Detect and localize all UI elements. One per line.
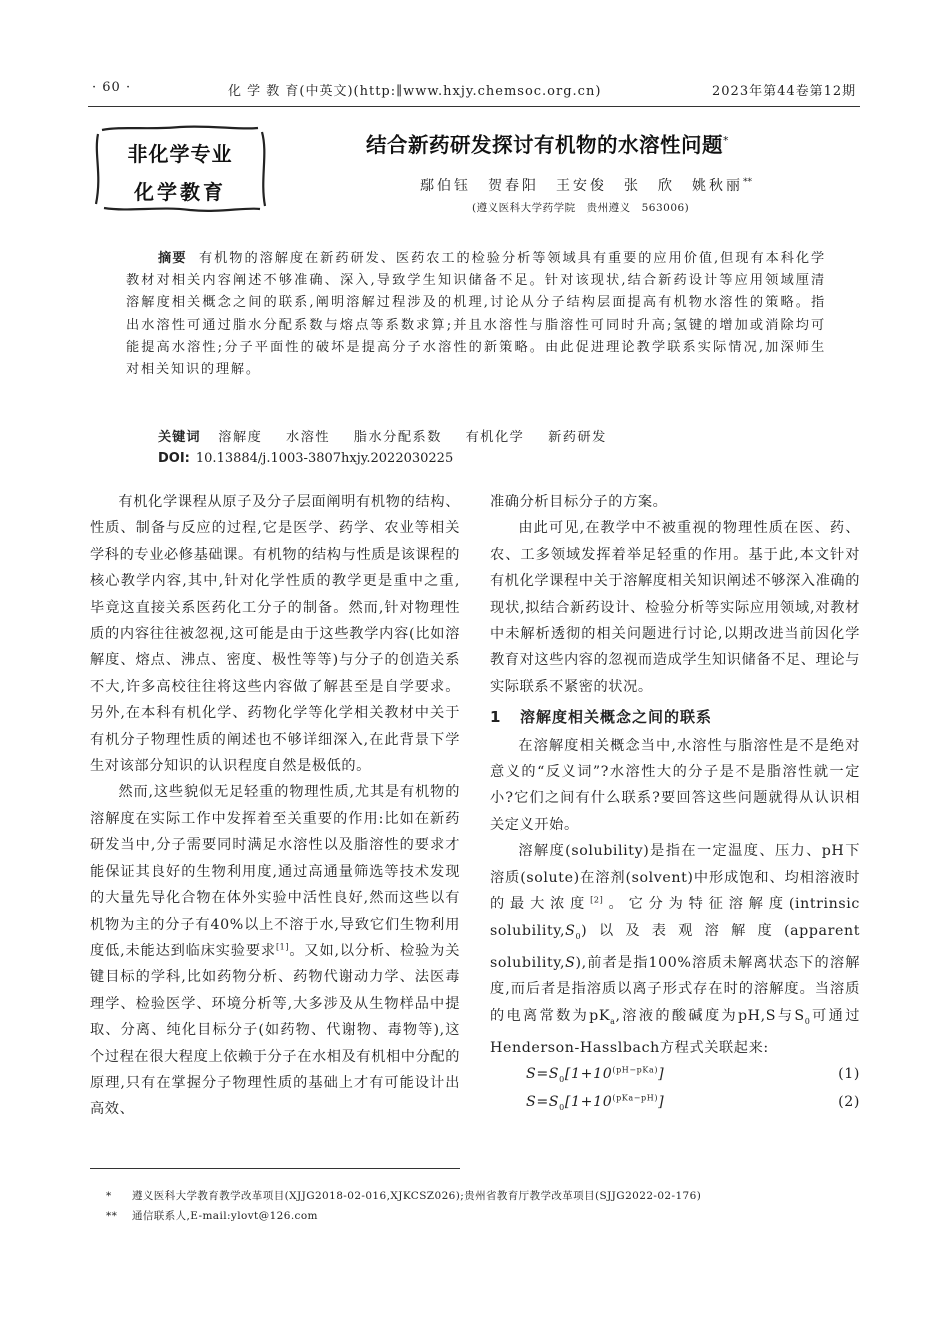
footnote-mark: ** xyxy=(106,1210,118,1222)
paragraph-text: ),前者是指100%溶质未解离状态下的溶解度,而后者是指溶质以离子形式存在时的溶解度。当溶质的电离常数为pK xyxy=(490,954,860,1024)
eq-bracket: [1+10 xyxy=(564,1094,613,1111)
section-heading xyxy=(490,704,860,730)
keyword: 新药研发 xyxy=(548,430,607,445)
journal-header: 化 学 教 育(中英文)(http:∥www.hxjy.chemsoc.org.cn) xyxy=(228,84,602,99)
eq-bracket: [1+10 xyxy=(564,1066,613,1083)
paragraph xyxy=(90,779,460,1122)
paragraph: 有机化学课程从原子及分子层面阐明有机物的结构、性质、制备与反应的过程,它是医学、药学、农业等相关学科的专业必修基础课。有机物的结构与性质是该课程的核心教学内容,其中,针对化学性质的教学更是重中之重,毕竟这直接关系医药化工分子的制备。然而,针对物理性质的内容往往被忽视,这可能是由于这些教学内容(比如溶解度、熔点、沸点、密度、极性等等)与分子的创造关系不大,许多高校往往将这些内容做了解甚至是自学要求。另外,在本科有机化学、药物化学等化学相关教材中关于有机分子物理性质的阐述也不够详细深入,在此背景下学生对该部分知识的认识程度自然是极低的。 xyxy=(90,494,460,775)
paragraph-text: 可通过Henderson-Hasslbach方程式关联起来: xyxy=(490,1007,860,1056)
section-title: 溶解度相关概念之间的联系 xyxy=(520,708,713,727)
paragraph xyxy=(490,838,860,1061)
abstract-label: 摘要 xyxy=(158,251,187,266)
paper-title xyxy=(366,128,729,158)
keywords-label: 关键词 xyxy=(158,430,201,445)
footnote-rule xyxy=(90,1168,460,1169)
equation-number: (2) xyxy=(838,1094,860,1111)
author-list xyxy=(420,175,752,195)
issue-info: 2023年第44卷第12期 xyxy=(712,84,857,99)
logo-line-1: 非化学专业 xyxy=(127,142,233,166)
symbol: S xyxy=(565,922,576,939)
eq-exponent: (pKa−pH) xyxy=(612,1093,659,1103)
keyword: 水溶性 xyxy=(286,430,331,445)
equation-1 xyxy=(490,1061,860,1089)
citation: [1] xyxy=(275,942,290,952)
paragraph: 由此可见,在教学中不被重视的物理性质在医、药、农、工多领域发挥着举足轻重的作用。基于此,本文针对有机化学课程中关于溶解度相关知识阐述不够深入准确的现状,拟结合新药设计、检验分析等实际应用领域,对教材中未解析透彻的相关问题进行讨论,以期改进当前因化学教育对这些内容的忽视而造成学生知识储备不足、理论与实际联系不紧密的状况。 xyxy=(490,520,860,695)
paragraph-text: 。又如,以分析、检验为关键目标的学科,比如药物分析、药物代谢动力学、法医毒理学、检验医学、环境分析等,大多涉及从生物样品中提取、分离、纯化目标分子(如药物、代谢物、毒物等),这个过程在很大程度上依赖于分子在水相及有机相中分配的原理,只有在掌握分子物理性质的基础上才有可能设计出高效、 xyxy=(90,942,460,1118)
paragraph-text: 然而,这些貌似无足轻重的物理性质,尤其是有机物的溶解度在实际工作中发挥着至关重要的作用:比如在新药研发当中,分子需要同时满足水溶性以及脂溶性的要求才能保证其良好的生物利用度,通过高通量筛选等技术发现的大量先导化合物在体外实验中活性良好,然而这些以有机物为主的分子有40%以上不溶于水,导致它们生物利用度低,未能达到临床实验要求 xyxy=(90,784,460,959)
title-footnote-mark: * xyxy=(723,134,729,148)
section-number: 1 xyxy=(490,708,502,727)
footnote-1 xyxy=(106,1188,701,1203)
doi-label: DOI: xyxy=(158,451,190,466)
abstract xyxy=(126,248,826,381)
eq-lhs: S=S xyxy=(526,1094,560,1111)
keyword: 溶解度 xyxy=(218,430,263,445)
paragraph-text: 。它分为特征溶解度(intrinsic solubility, xyxy=(490,896,860,939)
footnote-text: 通信联系人,E-mail:ylovt@126.com xyxy=(132,1210,318,1222)
abstract-text: 有机物的溶解度在新药研发、医药农工的检验分析等领域具有重要的应用价值,但现有本科化学教材对相关内容阐述不够准确、深入,导致学生知识储备不足。针对该现状,结合新药设计等应用领域厘清溶解度相关概念之间的联系,阐明溶解过程涉及的机理,讨论从分子结构层面提高有机物水溶性的策略。指出水溶性可通过脂水分配系数与熔点等系数求算;并且水溶性与脂溶性可同时升高;氢键的增加或消除均可能提高水溶性;分子平面性的破坏是提高分子水溶性的新策略。由此促进理论教学联系实际情况,加深师生对相关知识的理解。 xyxy=(126,251,827,378)
subscript: a xyxy=(610,1016,616,1026)
authors-text: 鄢伯钰 贺春阳 王安俊 张 欣 姚秋丽 xyxy=(420,178,743,194)
equation-number: (1) xyxy=(838,1066,860,1083)
paragraph-text: 溶解度(solubility)是指在一定温度、压力、pH下溶质(solute)在溶剂(solvent)中形成饱和、均相溶液时的最大浓度 xyxy=(490,843,860,913)
body-left-column xyxy=(90,489,460,1123)
paragraph: 在溶解度相关概念当中,水溶性与脂溶性是不是绝对意义的“反义词”?水溶性大的分子是不是脂溶性就一定小?它们之间有什么联系?要回答这些问题就得从认识相关定义开始。 xyxy=(490,737,860,833)
body-right-column xyxy=(490,489,860,1117)
eq-sub: 0 xyxy=(559,1075,565,1085)
keyword: 脂水分配系数 xyxy=(353,430,442,445)
eq-sub: 0 xyxy=(559,1103,565,1113)
footnote-text: 遵义医科大学教育教学改革项目(XJJG2018-02-016,XJKCSZ026);贵州省教育厅教学改革项目(SJJG2022-02-176) xyxy=(132,1190,702,1202)
equation-2 xyxy=(490,1089,860,1117)
eq-end: ] xyxy=(658,1066,665,1083)
logo-line-2: 化学教育 xyxy=(134,180,226,204)
paragraph-text: )以及表观溶解度(apparent solubility, xyxy=(490,922,860,971)
subscript: 0 xyxy=(804,1016,811,1026)
eq-end: ] xyxy=(658,1094,665,1111)
doi-value: 10.13884/j.1003-3807hxjy.2022030225 xyxy=(195,451,454,466)
eq-lhs: S=S xyxy=(526,1066,560,1083)
citation: [2] xyxy=(590,895,604,905)
page-number: · 60 · xyxy=(92,80,132,95)
keyword: 有机化学 xyxy=(465,430,525,445)
corresponding-mark: ** xyxy=(743,177,752,188)
keywords xyxy=(158,426,625,445)
column-logo xyxy=(90,124,270,212)
title-text: 结合新药研发探讨有机物的水溶性问题 xyxy=(366,133,723,157)
header-rule xyxy=(88,106,860,107)
footnote-mark: * xyxy=(106,1190,112,1202)
affiliation: (遵义医科大学药学院 贵州遵义 563006) xyxy=(472,202,690,214)
subscript: 0 xyxy=(575,931,582,941)
eq-exponent: (pH−pKa) xyxy=(612,1065,659,1075)
paragraph-text: ,溶液的酸碱度为pH,S与S xyxy=(615,1007,805,1024)
symbol: S xyxy=(565,954,576,971)
doi xyxy=(158,451,453,466)
paragraph: 准确分析目标分子的方案。 xyxy=(490,494,668,510)
footnote-2 xyxy=(106,1208,318,1223)
